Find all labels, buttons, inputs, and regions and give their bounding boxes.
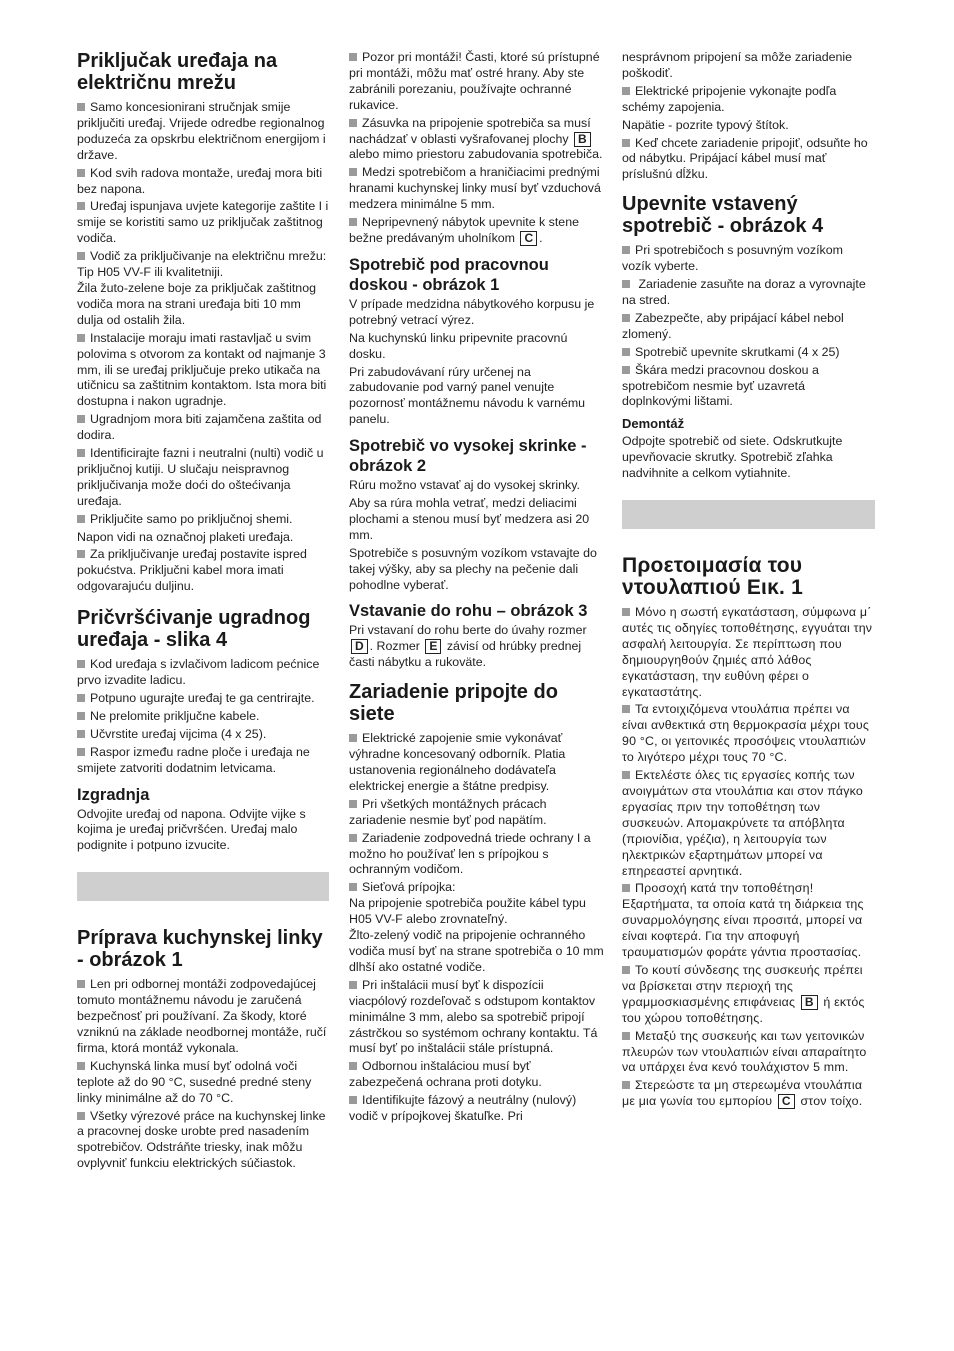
paragraph: Identificirajte fazni i neutralni (nulti) vodič u priključnoj kutiji. U slučaju neispravnog priključivanja može doći do oštećivanja uređaja. (77, 446, 329, 510)
paragraph: Uređaj ispunjava uvjete kategorije zaštite I i smije se koristiti samo uz priključak zaštitnog vodiča. (77, 199, 329, 246)
heading-do-rohu: Vstavanie do rohu – obrázok 3 (349, 602, 588, 621)
paragraph: Pozor pri montáži! Časti, ktoré sú prístupné pri montáži, môžu mať ostré hrany. Aby ste zabránili porezaniu, používajte ochranné rukavice. (349, 50, 604, 114)
text: στον τοίχο. (800, 1094, 863, 1109)
column-right (622, 50, 875, 1112)
paragraph: Učvrstite uređaj vijcima (4 x 25). (77, 727, 329, 743)
paragraph: Spotrebiče s posuvným vozíkom vstavajte do takej výšky, aby sa plechy na pečenie dali pohodlne vyberať. (349, 545, 597, 592)
paragraph: Spotrebič upevnite skrutkami (4 x 25) (622, 345, 875, 361)
heading-pod-pracovnou: Spotrebič pod pracovnou doskou - obrázok 1 (349, 255, 549, 294)
paragraph: Μόνο η σωστή εγκατάσταση, σύμφωνα μ΄ αυτές τις οδηγίες τοποθέτησης, εγγυάται την ασφαλή λειτουργία. Σε περίπτωση που δημιουργηθούν ζημιές από λάθος εγκατάσταση, την ευθύνη φέρει ο εγκαταστάτης. (622, 605, 875, 700)
paragraph: Na kuchynskú linku pripevnite pracovnú dosku. (349, 330, 568, 361)
text: . Rozmer (369, 639, 420, 654)
paragraph: Keď chcete zariadenie pripojiť, odsuňte ho od nábytku. Pripájací kábel musí mať príslušnú dĺžku. (622, 136, 875, 184)
paragraph (622, 1078, 875, 1110)
paragraph: Rúru možno vstavať aj do vysokej skrinky. (349, 478, 580, 493)
paragraph: Len pri odbornej montáži zodpovedajúcej tomuto montážnemu návodu je zaručená bezpečnosť pri používaní. Za škody, ktoré vzniknú na základe neodbornej montáže, ručí firma, ktorá montáž vykonala. (77, 977, 329, 1057)
paragraph: Vodič za priključivanje na električnu mrežu: Tip H05 VV-F ili kvalitetniji. Žila žuto-zelene boje za priključak zaštitnog vodiča mora na strani uređaja biti 10 mm dulja od ostalih žila. (77, 249, 329, 329)
paragraph: Potpuno ugurajte uređaj te ga centrirajte. (77, 691, 329, 707)
paragraph: Pri inštalácii musí byť k dispozícii viacpólový rozdeľovač s odstupom kontaktov minimálne 3 mm, alebo sa spotrebič pripojí zástrčkou so systémom ochrany kontaktu. Tá musí byť po inštalácii stále prístupná. (349, 978, 604, 1058)
paragraph (349, 215, 604, 247)
section-divider-bar (622, 500, 875, 529)
paragraph (349, 116, 604, 164)
text: Nepripevnený nábytok upevnite k stene bežne predávaným uholníkom (349, 215, 579, 245)
paragraph: Odbornou inštaláciou musí byť zabezpečená ochrana proti dotyku. (349, 1059, 604, 1091)
paragraph: Napon vidi na označnoj plaketi uređaja. (77, 529, 294, 544)
heading-vysokej-skrinke: Spotrebič vo vysokej skrinke - obrázok 2 (349, 437, 587, 476)
paragraph: V prípade medzidna nábytkového korpusu je potrebný vetrací výrez. (349, 296, 595, 327)
paragraph: Kod uređaja s izvlačivom ladicom pećnice prvo izvadite ladicu. (77, 657, 329, 689)
paragraph: Τα εντοιχιζόμενα ντουλάπια πρέπει να είναι ανθεκτικά στη θερμοκρασία μέχρι τους 90 °C, οι γειτονικές προσόψεις ντουλαπιών το λιγότερο μέχρι τους 70 °C. (622, 702, 875, 766)
text: Pri vstavaní do rohu berte do úvahy rozmer (349, 623, 587, 638)
paragraph: Pri všetkých montážnych prácach zariadenie nesmie byť pod napätím. (349, 797, 604, 829)
paragraph: Samo koncesionirani stručnjak smije priključiti uređaj. Vrijede odredbe regionalnog poduzeća za opskrbu električnom energijom i države. (77, 100, 329, 164)
paragraph: Elektrické zapojenie smie vykonávať výhradne koncesovaný odborník. Platia ustanovenia regionálneho dodávateľa elektrickej energie a štátne predpisy. (349, 731, 604, 795)
paragraph: Instalacije moraju imati rastavljač u svim polovima s otvorom za kontakt od najmanje 3 mm, ili se uređaj priključuje preko utikača na utičnicu sa zaštitnim kontaktom. Ista mora biti dostupna i nakon ugradnje. (77, 331, 329, 411)
heading-demontaz: Demontáž (622, 416, 685, 432)
label-box-c: C (778, 1094, 795, 1109)
text: závisí od hrúbky prednej časti nábytku a rukoväte. (349, 639, 582, 670)
heading-zariadenie-pripojte: Zariadenie pripojte do siete (349, 681, 558, 726)
heading-priprava: Príprava kuchynskej linky - obrázok 1 (77, 927, 323, 972)
section-divider-bar (77, 872, 329, 901)
paragraph: Προσοχή κατά την τοποθέτηση! Εξαρτήματα, τα οποία κατά τη διάρκεια της συναρμολόγησης είναι προσιτά, μπορεί να είναι κοφτερά. Για την αποφυγή τραυματισμών φοράτε γάντια προστασίας. (622, 881, 875, 961)
paragraph (349, 623, 604, 671)
label-box-c: C (520, 231, 537, 246)
label-box-b: B (574, 132, 591, 147)
text: Στερεώστε τα μη στερεωμένα ντουλάπια με μια γωνία του εμπορίου (622, 1078, 863, 1109)
text: ή εκτός του χώρου τοποθέτησης. (622, 994, 865, 1025)
paragraph: Aby sa rúra mohla vetrať, medzi deliacimi plochami a stenou musí byť medzera asi 20 mm. (349, 496, 590, 542)
paragraph: Raspor između radne ploče i uređaja ne smijete zatvoriti dodatnim letvicama. (77, 745, 329, 777)
paragraph: Pri zabudovávaní rúry určenej na zabudovanie pod varný panel venujte pozornosť montážnemu návodu k varnému panelu. (349, 364, 586, 427)
paragraph: nesprávnom pripojení sa môže zariadenie poškodiť. (622, 50, 853, 80)
paragraph: Sieťová prípojka: Na pripojenie spotrebiča použite kábel typu H05 VV-F alebo zrovnateľný. Žlto-zelený vodič na pripojenie ochranného vodiča musí byť na strane spotrebiča o 10 mm dlhší ako ostatné vodiče. (349, 880, 604, 974)
label-box-b: B (801, 995, 818, 1010)
column-middle (349, 50, 604, 1127)
paragraph: Priključite samo po priključnoj shemi. (77, 512, 329, 528)
paragraph: Εκτελέστε όλες τις εργασίες κοπής των ανοιγμάτων στα ντουλάπια και στον πάγκο εργασίας πριν την τοποθέτηση των συσκευών. Απομακρύνετε τα απόβλητα (πριονίδια, γρέζια), η λειτουργία των ηλεκτρικών εξαρτημάτων μπορεί να επηρεαστεί αρνητικά. (622, 768, 875, 879)
paragraph: Identifikujte fázový a neutrálny (nulový) vodič v prípojkovej škatuľke. Pri (349, 1093, 604, 1125)
text: alebo mimo priestoru zabudovania spotrebiča. (349, 147, 603, 162)
column-left (77, 50, 329, 1174)
paragraph: Zabezpečte, aby pripájací kábel nebol zlomený. (622, 311, 875, 343)
paragraph: Všetky výrezové práce na kuchynskej linke a pracovnej doske urobte pred nasadením spotrebičov. Odstráňte triesky, inak môžu ovplyvniť funkciu elektrických súčiastok. (77, 1109, 329, 1173)
paragraph: Pri spotrebičoch s posuvným vozíkom vozík vyberte. (622, 243, 875, 275)
heading-greek-proetoimasia: Προετοιμασία του ντουλαπιού Εικ. 1 (622, 554, 803, 600)
paragraph: Μεταξύ της συσκευής και των γειτονικών πλευρών των ντουλαπιών είναι απαραίτητο να υπάρχει ένα κενό τουλάχιστον 5 mm. (622, 1029, 875, 1077)
heading-upevnite: Upevnite vstavený spotrebič - obrázok 4 (622, 193, 824, 238)
heading-pricvrscivanje: Pričvršćivanje ugradnog uređaja - slika 4 (77, 607, 311, 652)
text: . (539, 230, 543, 245)
paragraph (622, 963, 875, 1027)
paragraph: Odpojte spotrebič od siete. Odskrutkujte upevňovacie skrutky. Spotrebič zľahka nadvihnite a celkom vytiahnite. (622, 434, 843, 481)
paragraph: Kod svih radova montaže, uređaj mora biti bez napona. (77, 166, 329, 198)
paragraph: Medzi spotrebičom a hraničiacimi prednými hranami kuchynskej linky musí byť vzduchová medzera minimálne 5 mm. (349, 165, 604, 213)
paragraph: Napätie - pozrite typový štítok. (622, 117, 789, 132)
paragraph: Zariadenie zasuňte na doraz a vyrovnajte na stred. (622, 277, 875, 309)
label-box-e: E (425, 639, 441, 654)
heading-prikljucak: Priključak uređaja na električnu mrežu (77, 50, 278, 94)
paragraph: Elektrické pripojenie vykonajte podľa schémy zapojenia. (622, 84, 875, 116)
paragraph: Ne prelomite priključne kabele. (77, 709, 329, 725)
label-box-d: D (351, 639, 368, 654)
paragraph: Ugradnjom mora biti zajamčena zaštita od dodira. (77, 412, 329, 444)
paragraph: Kuchynská linka musí byť odolná voči teplote až do 90 °C, susedné predné steny linky minimálne až do 70 °C. (77, 1059, 329, 1107)
paragraph: Škára medzi pracovnou doskou a spotrebičom nesmie byť uzavretá doplnkovými lištami. (622, 363, 875, 411)
paragraph: Za priključivanje uređaj postavite ispred pokućstva. Priključni kabel mora imati odgovarajuću duljinu. (77, 547, 329, 595)
paragraph: Odvojite uređaj od napona. Odvijte vijke s kojima je uređaj pričvršćen. Uređaj malo podignite i potpuno izvucite. (77, 806, 306, 853)
text: Το κουτί σύνδεσης της συσκευής πρέπει να βρίσκεται στην περιοχή της γραμμοσκιασμένης επιφάνειας (622, 962, 863, 1009)
paragraph: Zariadenie zodpovedná triede ochrany I a možno ho používať len s prípojkou s ochranným vodičom. (349, 831, 604, 879)
text: Zásuvka na pripojenie spotrebiča sa musí nachádzať v oblasti vyšrafovanej plochy (349, 115, 591, 146)
heading-izgradnja: Izgradnja (77, 785, 150, 804)
